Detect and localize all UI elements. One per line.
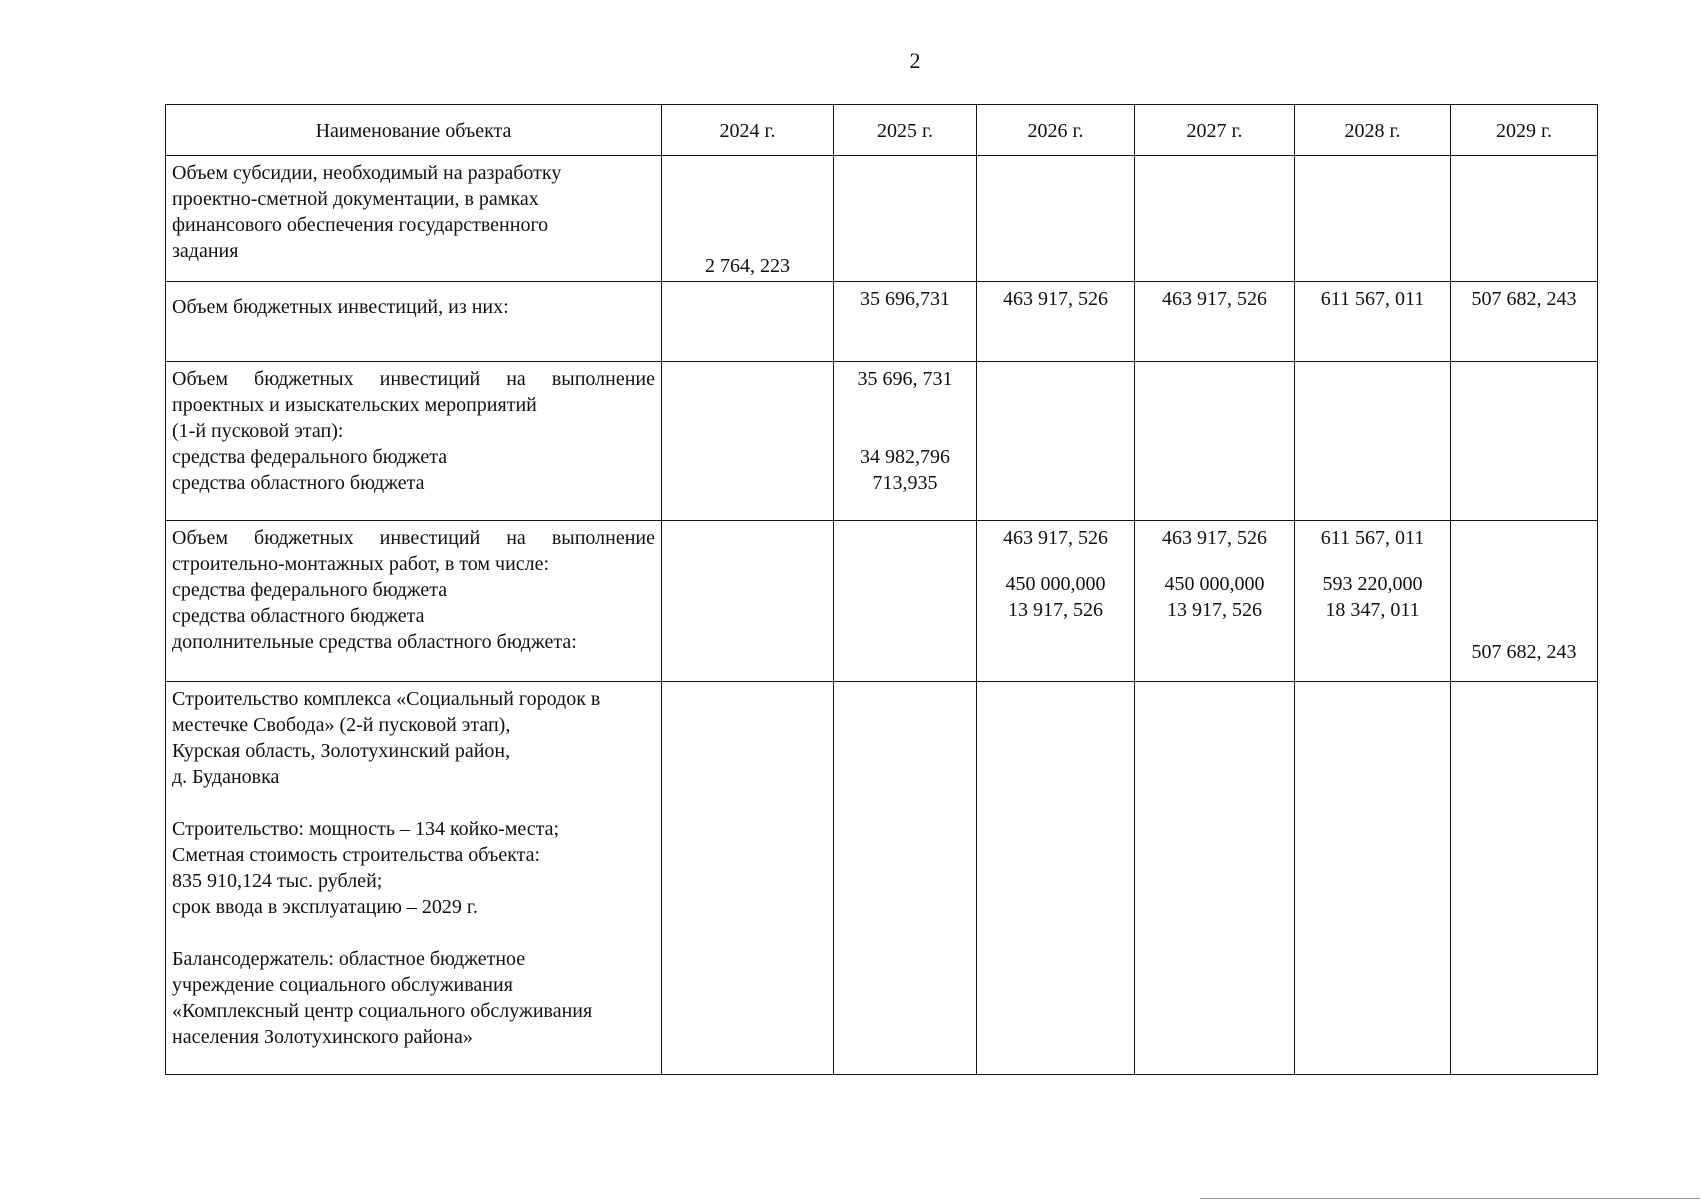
row-object-2027 (1135, 682, 1295, 1075)
row-object-2026 (977, 682, 1135, 1075)
header-2028: 2028 г. (1295, 105, 1451, 156)
row-subsidy-2027 (1135, 156, 1295, 282)
header-2027: 2027 г. (1135, 105, 1295, 156)
investment-table (165, 104, 1598, 1075)
row-construction-2028: 611 567, 011 593 220,000 18 347, 011 (1295, 521, 1451, 682)
page-number: 2 (909, 48, 921, 73)
row-investments-2028: 611 567, 011 (1295, 282, 1451, 362)
table-header-row (166, 105, 1598, 156)
header-object-name: Наименование объекта (166, 105, 662, 156)
table-row (166, 362, 1598, 521)
header-2029: 2029 г. (1451, 105, 1598, 156)
row-construction-2027: 463 917, 526 450 000,000 13 917, 526 (1135, 521, 1295, 682)
row-object-description: Строительство комплекса «Социальный городок в местечке Свобода» (2-й пусковой этап), Курская область, Золотухинский район, д. Будановка Строительство: мощность – 134 койко-места; Сметная стоимость строительства объекта: 835 910,124 тыс. рублей; срок ввода в эксплуатацию – 2029 г. Балансодержатель: областное бюджетное учреждение социального обслуживания «Комплексный центр социального обслуживания населения Золотухинского района» (166, 682, 662, 1075)
table-row (166, 282, 1598, 362)
row-subsidy-2025 (834, 156, 977, 282)
row-investments-2029: 507 682, 243 (1451, 282, 1598, 362)
header-2024: 2024 г. (662, 105, 834, 156)
row-subsidy-2028 (1295, 156, 1451, 282)
row-investments-2025: 35 696,731 (834, 282, 977, 362)
row-subsidy-2026 (977, 156, 1135, 282)
row-investments-2024 (662, 282, 834, 362)
row-subsidy-2024: 2 764, 223 (662, 156, 834, 282)
row-object-2028 (1295, 682, 1451, 1075)
row-investments-2027: 463 917, 526 (1135, 282, 1295, 362)
row-design-2025: 35 696, 731 34 982,796 713,935 (834, 362, 977, 521)
row-construction-2026: 463 917, 526 450 000,000 13 917, 526 (977, 521, 1135, 682)
row-subsidy-name: Объем субсидии, необходимый на разработку проектно-сметной документации, в рамках финансового обеспечения государственного задания (166, 156, 662, 282)
row-object-2029 (1451, 682, 1598, 1075)
row-object-2024 (662, 682, 834, 1075)
row-design-2029 (1451, 362, 1598, 521)
row-investments-2026: 463 917, 526 (977, 282, 1135, 362)
header-2025: 2025 г. (834, 105, 977, 156)
row-design-2026 (977, 362, 1135, 521)
row-construction-2024 (662, 521, 834, 682)
row-investments-name: Объем бюджетных инвестиций, из них: (166, 282, 662, 362)
row-construction-2025 (834, 521, 977, 682)
row-design-name: Объем бюджетных инвестиций на выполнение проектных и изыскательских мероприятий (1-й пусковой этап): средства федерального бюджета средства областного бюджета (166, 362, 662, 521)
row-design-2028 (1295, 362, 1451, 521)
table-row (166, 682, 1598, 1075)
row-design-2027 (1135, 362, 1295, 521)
row-object-2025 (834, 682, 977, 1075)
row-subsidy-2029 (1451, 156, 1598, 282)
row-construction-name: Объем бюджетных инвестиций на выполнение строительно-монтажных работ, в том числе: средства федерального бюджета средства областного бюджета дополнительные средства областного бюджета: (166, 521, 662, 682)
row-design-2024 (662, 362, 834, 521)
row-construction-2029: 507 682, 243 (1451, 521, 1598, 682)
table-row (166, 156, 1598, 282)
scan-edge-line (1200, 1198, 1700, 1199)
table-row (166, 521, 1598, 682)
header-2026: 2026 г. (977, 105, 1135, 156)
